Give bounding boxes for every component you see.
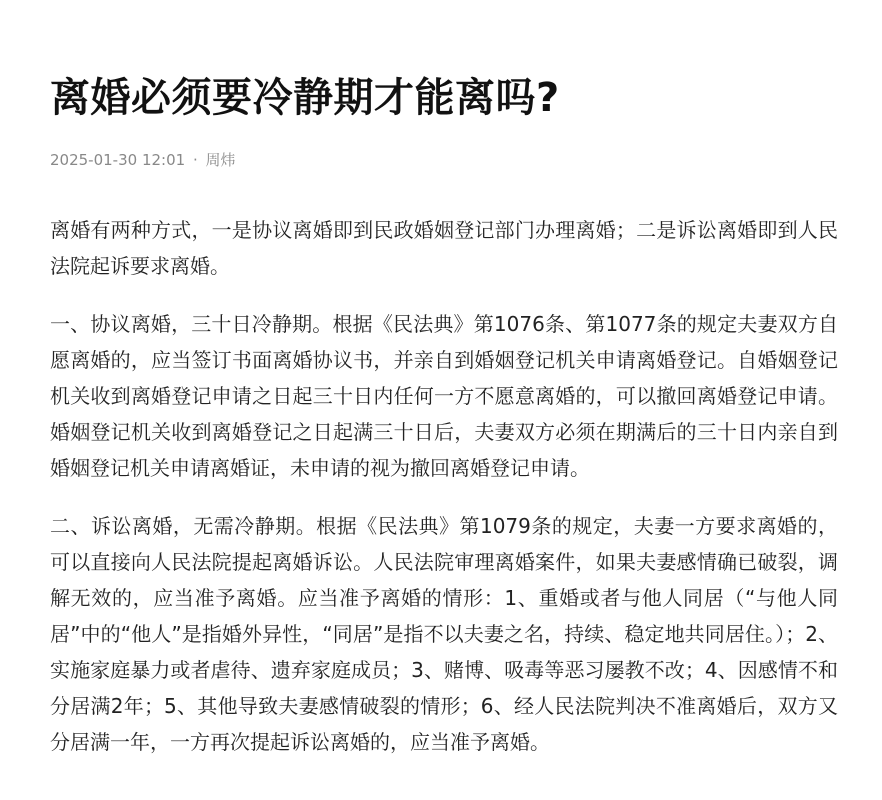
meta-separator: ·: [192, 151, 198, 169]
publish-date: 2025-01-30 12:01: [50, 151, 186, 169]
article-body: [50, 212, 838, 782]
article-meta: [50, 150, 236, 170]
paragraph-litigation-divorce: 二、诉讼离婚，无需冷静期。根据《民法典》第1079条的规定，夫妻一方要求离婚的，可以直接向人民法院提起离婚诉讼。人民法院审理离婚案件，如果夫妻感情确已破裂，调解无效的，应当准予离婚。应当准予离婚的情形：1、重婚或者与他人同居（“与他人同居”中的“他人”是指婚外异性，“同居”是指不以夫妻之名，持续、稳定地共同居住。）；2、实施家庭暴力或者虐待、遗弃家庭成员；3、赌博、吸毒等恶习屡教不改；4、因感情不和分居满2年；5、其他导致夫妻感情破裂的情形；6、经人民法院判决不准离婚后，双方又分居满一年，一方再次提起诉讼离婚的，应当准予离婚。: [50, 514, 838, 754]
author-name[interactable]: 周炜: [205, 151, 236, 169]
article-title: 离婚必须要冷静期才能离吗?: [50, 75, 560, 121]
paragraph-intro: 离婚有两种方式，一是协议离婚即到民政婚姻登记部门办理离婚；二是诉讼离婚即到人民法院起诉要求离婚。: [50, 218, 838, 278]
paragraph-agreement-divorce: 一、协议离婚，三十日冷静期。根据《民法典》第1076条、第1077条的规定夫妻双方自愿离婚的，应当签订书面离婚协议书，并亲自到婚姻登记机关申请离婚登记。自婚姻登记机关收到离婚登记申请之日起三十日内任何一方不愿意离婚的，可以撤回离婚登记申请。婚姻登记机关收到离婚登记之日起满三十日后，夫妻双方必须在期满后的三十日内亲自到婚姻登记机关申请离婚证，未申请的视为撤回离婚登记申请。: [50, 312, 838, 480]
